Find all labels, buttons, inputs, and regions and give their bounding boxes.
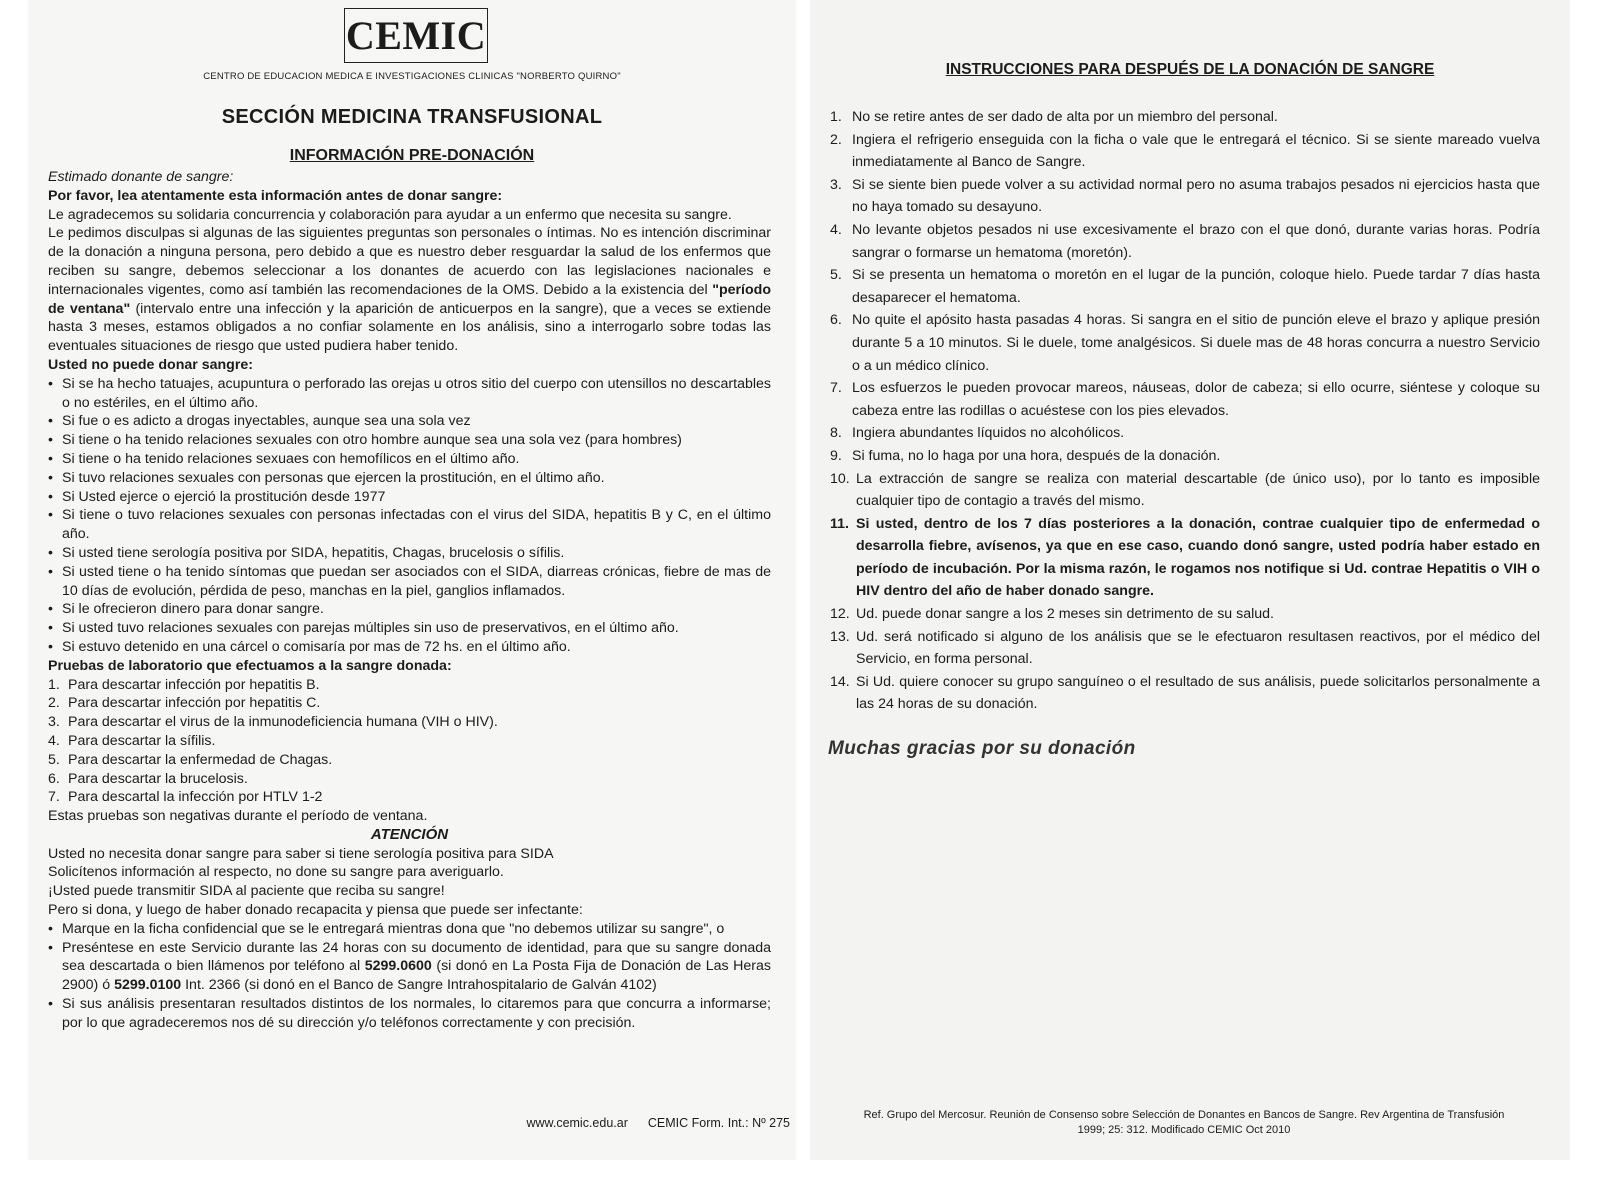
list-item: [830, 468, 1540, 513]
item-number: 7.: [830, 380, 842, 397]
list-item: • Si Usted ejerce o ejerció la prostitución desde 1977: [48, 488, 771, 507]
item-text: Para descartar el virus de la inmunodeficiencia humana (VIH o HIV).: [68, 714, 498, 731]
list-item: [48, 713, 771, 732]
item-number: 2.: [48, 695, 60, 712]
item-text: Si Ud. quiere conocer su grupo sanguíneo o el resultado de sus análisis, puede solicitarlos personalmente a las 24 horas de su donación.: [856, 673, 1540, 713]
list-item: [830, 106, 1540, 129]
cannot-donate-list: [48, 375, 771, 657]
item-text: Para descartar la brucelosis.: [68, 770, 248, 787]
item-text: Para descartal la infección por HTLV 1-2: [68, 789, 323, 806]
list-item: [830, 603, 1540, 626]
right-page: [810, 0, 1570, 1160]
item-text: Ud. será notificado si alguno de los análisis que se le efectuaron resultasen reactivos, por el médico del Servicio, en forma personal.: [856, 628, 1540, 668]
item-text: Ingiera el refrigerio enseguida con la ficha o vale que le entregará el técnico. Si se siente mareado vuelva inmediatamente al Banco de Sangre.: [852, 131, 1540, 171]
list-item: [48, 694, 771, 713]
list-item: [48, 939, 771, 995]
pre-donation-subtitle: INFORMACIÓN PRE-DONACIÓN: [289, 147, 535, 164]
reference-footer: [824, 1108, 1544, 1138]
list-item: [830, 174, 1540, 219]
item-number: 3.: [830, 176, 842, 193]
lab-tests-heading: Pruebas de laboratorio que efectuamos a la sangre donada:: [48, 657, 452, 674]
list-item: • Si usted tiene serología positiva por SIDA, hepatitis, Chagas, brucelosis o sífilis.: [48, 544, 771, 563]
pre-donation-body: [48, 168, 771, 1033]
list-item: [830, 626, 1540, 671]
item-number: 10.: [830, 470, 850, 487]
attention-heading: ATENCIÓN: [370, 825, 449, 843]
list-item: [48, 676, 771, 695]
form-number: CEMIC Form. Int.: Nº 275: [647, 1116, 790, 1130]
phone-number: 5299.0100: [114, 977, 182, 994]
item-text: La extracción de sangre se realiza con material descartable (de único uso), por lo tanto es imposible cualquier tipo de contagio a través del mismo.: [856, 470, 1540, 510]
list-item: [48, 732, 771, 751]
item-text: No se retire antes de ser dado de alta por un miembro del personal.: [852, 109, 1278, 125]
institution-name: CENTRO DE EDUCACION MEDICA E INVESTIGACIONES CLINICAS "NORBERTO QUIRNO": [203, 71, 621, 82]
window-period-note: Estas pruebas son negativas durante el período de ventana.: [48, 808, 428, 825]
contact-text-3: Int. 2366 (si donó en el Banco de Sangre Intrahospitalario de Galván 4102): [185, 977, 657, 994]
item-number: 12.: [830, 606, 850, 623]
list-item: • Si fue o es adicto a drogas inyectables, aunque sea una sola vez: [48, 412, 771, 431]
item-text: Para descartar infección por hepatitis B.: [68, 676, 320, 693]
item-text: Para descartar la sífilis.: [68, 732, 216, 749]
cemic-logo: CEMIC: [344, 8, 488, 63]
list-item: [48, 751, 771, 770]
list-item: • Si tuvo relaciones sexuales con personas que ejercen la prostitución, en el último año.: [48, 469, 771, 488]
reference-line: 1999; 25: 312. Modificado CEMIC Oct 2010: [1077, 1124, 1291, 1136]
item-number: 13.: [830, 628, 850, 645]
attention-line: Pero si dona, y luego de haber donado recapacita y piensa que puede ser infectante:: [48, 902, 583, 919]
post-donation-title: INSTRUCCIONES PARA DESPUÉS DE LA DONACIÓN DE SANGRE: [945, 61, 1435, 78]
apology-text-1: Le pedimos disculpas si algunas de las siguientes preguntas son personales o íntimas. No es intención discriminar de la donación a ninguna persona, pero debido a que es nuestro deber resguardar la salud de los enfermos que reciben su sangre, debemos seleccionar a los donantes de acuerdo con las legislaciones nacionales e internacionales vigentes, como así también las recomendaciones de la OMS. Debido a la existencia del: [48, 225, 771, 298]
item-number: 14.: [830, 673, 850, 690]
item-text: Los esfuerzos le pueden provocar mareos, náuseas, dolor de cabeza; si ello ocurre, siéntese y coloque su cabeza entre las rodillas o acuéstese con los pies elevados.: [852, 380, 1540, 419]
lab-tests-list: [48, 676, 771, 808]
left-page: [28, 0, 796, 1160]
attention-line: Solicítenos información al respecto, no done su sangre para averiguarlo.: [48, 864, 504, 881]
item-number: 2.: [830, 131, 842, 148]
item-text: No quite el apósito hasta pasadas 4 horas. Si sangra en el sitio de punción eleve el brazo y aplique presión durante 5 a 10 minutos. Si le duele, tome analgésicos. Si duele mas de 48 horas concurra a nuestro Servicio o a un médico clínico.: [852, 312, 1540, 374]
list-item: • Marque en la ficha confidencial que se le entregará mientras dona que "no debemos utilizar su sangre", o: [48, 920, 771, 939]
section-title: SECCIÓN MEDICINA TRANSFUSIONAL: [221, 106, 603, 128]
item-number: 11.: [830, 515, 849, 532]
list-item: • Si le ofrecieron dinero para donar sangre.: [48, 600, 771, 619]
contact-text-2: (si donó en La Posta Fija de Donación de Las Heras 2900) ó: [62, 958, 771, 994]
list-item: • Si estuvo detenido en una cárcel o comisaría por mas de 72 hs. en el último año.: [48, 638, 771, 657]
window-period-term: "período de ventana": [48, 281, 771, 317]
reference-line: Ref. Grupo del Mercosur. Reunión de Consenso sobre Selección de Donantes en Bancos de Sangre. Rev Argentina de Transfusión: [863, 1109, 1505, 1121]
thank-you-message: Muchas gracias por su donación: [828, 738, 1136, 759]
item-text: Ingiera abundantes líquidos no alcohólicos.: [852, 425, 1125, 442]
phone-number: 5299.0600: [364, 958, 432, 975]
item-number: 6.: [48, 770, 60, 787]
item-text: Si se siente bien puede volver a su actividad normal pero no asuma trabajos pesados ni ejercicios hasta que no haya tomado su desayuno.: [852, 176, 1540, 216]
please-read-notice: Por favor, lea atentamente esta información antes de donar sangre:: [48, 187, 503, 204]
list-item: [830, 422, 1540, 445]
list-item: • Si tiene o ha tenido relaciones sexuaes con hemofílicos en el último año.: [48, 450, 771, 469]
item-text: No levante objetos pesados ni use excesivamente el brazo con el que donó, durante varias horas. Podría sangrar o formarse un hematoma (moretón).: [852, 221, 1540, 261]
item-number: 3.: [48, 714, 60, 731]
item-number: 6.: [830, 312, 842, 329]
item-number: 1.: [48, 676, 60, 693]
list-item: [48, 788, 771, 807]
item-text: Para descartar infección por hepatitis C.: [68, 695, 321, 712]
item-text: Si fuma, no lo haga por una hora, después de la donación.: [852, 447, 1221, 464]
item-number: 9.: [830, 447, 842, 464]
item-text: Si se presenta un hematoma o moretón en el lugar de la punción, coloque hielo. Puede tardar 7 días hasta desaparecer el hematoma.: [852, 267, 1540, 306]
list-item: • Si usted tuvo relaciones sexuales con parejas múltiples sin uso de preservativos, en el último año.: [48, 619, 771, 638]
attention-line: Usted no necesita donar sangre para saber si tiene serología positiva para SIDA: [48, 845, 554, 862]
item-text: Si usted, dentro de los 7 días posteriores a la donación, contrae cualquier tipo de enfermedad o desarrolla fiebre, avísenos, ya que en ese caso, cuando donó sangre, usted podría haber estado en período de incubación. Por la misma razón, le rogamos nos notifique si Ud. contrae Hepatitis o VIH o HIV dentro del año de haber donado sangre.: [856, 515, 1540, 600]
list-item: [830, 309, 1540, 377]
item-number: 5.: [830, 267, 842, 284]
list-item: • Si tiene o tuvo relaciones sexuales con personas infectadas con el virus del SIDA, hepatitis B y C, en el último año.: [48, 506, 771, 544]
list-item: • Si usted tiene o ha tenido síntomas que puedan ser asociados con el SIDA, diarreas crónicas, fiebre de mas de 10 días de evolución, pérdida de peso, manchas en la piel, ganglios inflamados.: [48, 563, 771, 601]
attention-list: [48, 920, 771, 1033]
website-link[interactable]: www.cemic.edu.ar: [526, 1116, 628, 1130]
item-text: Ud. puede donar sangre a los 2 meses sin detrimento de su salud.: [856, 606, 1274, 623]
list-item: [48, 770, 771, 789]
list-item: • Si se ha hecho tatuajes, acupuntura o perforado las orejas u otros sitio del cuerpo con utensillos no descartables o no estériles, en el último año.: [48, 375, 771, 413]
cannot-donate-heading: Usted no puede donar sangre:: [48, 356, 253, 373]
left-footer: [506, 1116, 790, 1130]
item-number: 7.: [48, 789, 60, 806]
list-item: • Si tiene o ha tenido relaciones sexuales con otro hombre aunque sea una sola vez (para hombres): [48, 431, 771, 450]
salutation: Estimado donante de sangre:: [48, 169, 234, 185]
item-number: 8.: [830, 425, 842, 442]
post-donation-list: [830, 106, 1540, 716]
thanks-paragraph: Le agradecemos su solidaria concurrencia y colaboración para ayudar a un enfermo que necesita su sangre.: [48, 206, 732, 223]
list-item: [830, 264, 1540, 309]
list-item: [830, 219, 1540, 264]
attention-line: ¡Usted puede transmitir SIDA al paciente que reciba su sangre!: [48, 883, 445, 900]
list-item: [830, 445, 1540, 468]
apology-paragraph: [48, 224, 771, 356]
item-number: 4.: [48, 732, 60, 749]
list-item: [830, 671, 1540, 716]
item-number: 5.: [48, 751, 60, 768]
apology-text-2: (intervalo entre una infección y la aparición de anticuerpos en la sangre), que a veces se extiende hasta 3 meses, estamos obligados a no confiar solamente en los análisis, sino a interrogarlo sobre todas las eventuales situaciones de riesgo que usted pudiera haber tenido.: [48, 300, 771, 355]
contact-text-1: Preséntese en este Servicio durante las 24 horas con su documento de identidad, para que su sangre donada sea descartada o bien llámenos por teléfono al: [62, 939, 771, 975]
item-text: Para descartar la enfermedad de Chagas.: [68, 751, 333, 768]
list-item: • Si sus análisis presentaran resultados distintos de los normales, lo citaremos para que concurra a informarse; por lo que agradeceremos nos dé su dirección y/o teléfonos correctamente y con precisión.: [48, 995, 771, 1033]
item-number: 1.: [830, 109, 842, 125]
item-number: 4.: [830, 221, 842, 238]
list-item: [830, 377, 1540, 422]
list-item: [830, 129, 1540, 174]
list-item: [830, 513, 1540, 603]
